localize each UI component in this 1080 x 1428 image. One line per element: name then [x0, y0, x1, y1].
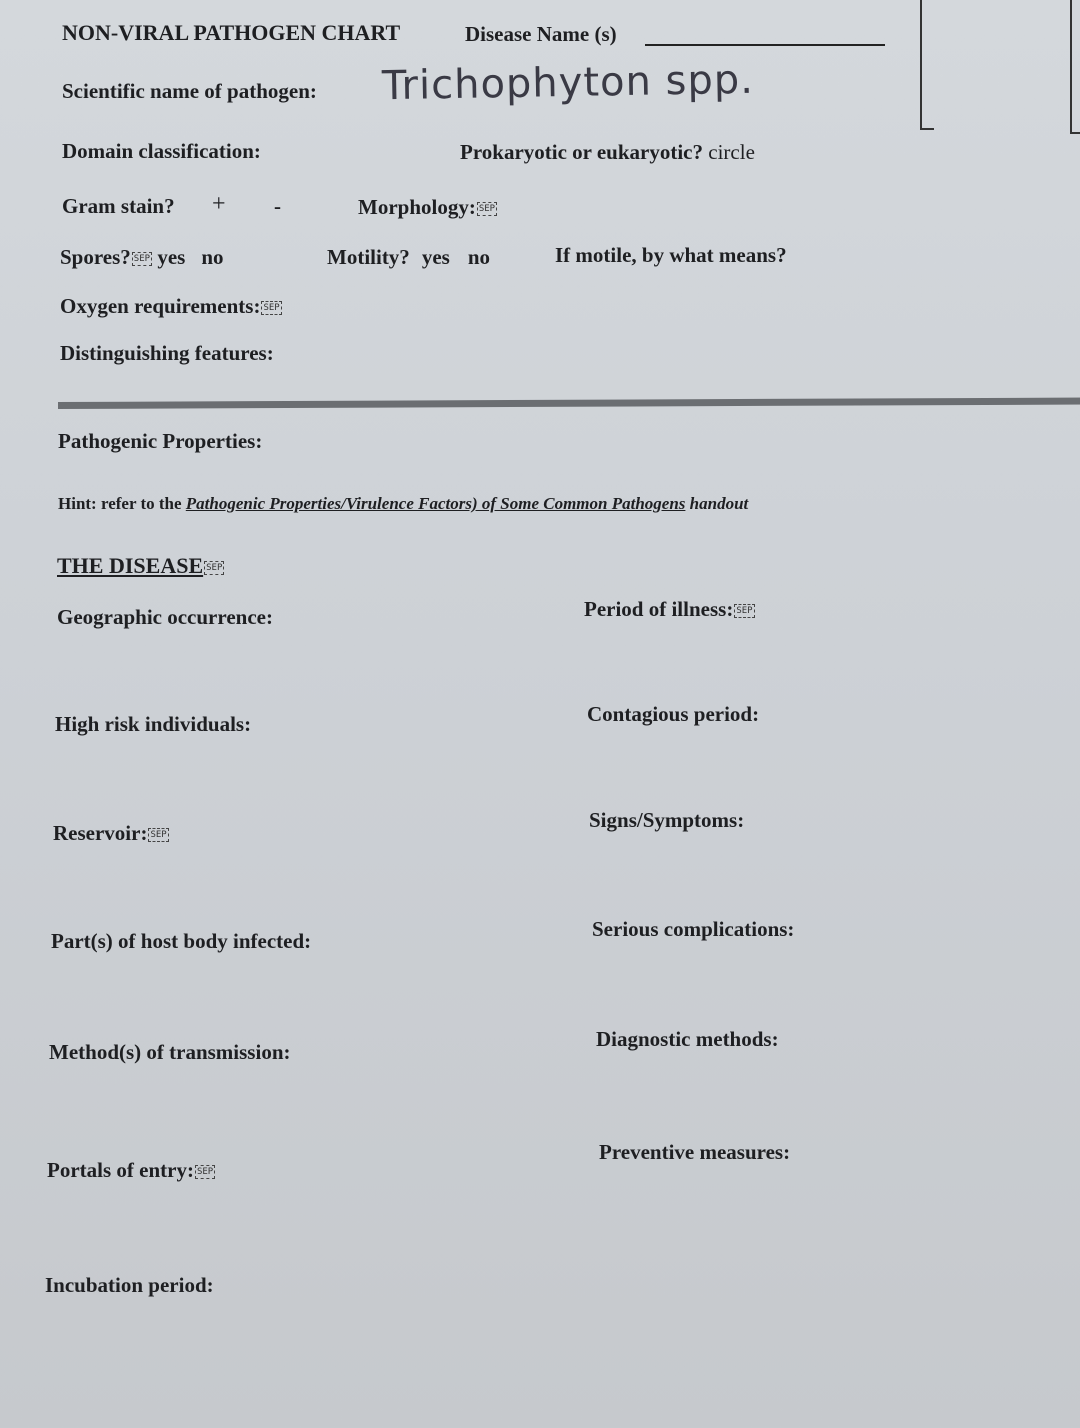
oxygen-label: Oxygen requirements: — [60, 294, 261, 318]
preventive-measures-label: Preventive measures: — [599, 1140, 791, 1164]
hint-handout-title: Pathogenic Properties/Virulence Factors) of Some Common Pathogens — [185, 494, 686, 513]
gram-minus-option[interactable]: - — [274, 194, 281, 218]
spores-yes-option[interactable]: yes — [157, 245, 186, 269]
sep-glyph: SEP — [150, 830, 167, 841]
gram-stain-label: Gram stain? — [62, 194, 175, 218]
section-divider — [58, 398, 1080, 409]
contagious-period-label: Contagious period: — [587, 702, 760, 726]
morphology-label: Morphology: — [358, 195, 476, 219]
hint-line — [58, 494, 748, 514]
sep-glyph: SEP — [263, 303, 280, 314]
motile-means-label: If motile, by what means? — [555, 243, 787, 267]
sep-glyph: SEP — [478, 204, 496, 215]
period-of-illness-field — [584, 597, 755, 622]
geographic-occurrence-label: Geographic occurrence: — [57, 605, 273, 629]
distinguishing-features-label: Distinguishing features: — [60, 341, 274, 365]
sep-glyph: SEP — [196, 1167, 214, 1178]
spores-label: Spores? — [60, 245, 131, 269]
reservoir-field — [53, 821, 169, 846]
reservoir-label: Reservoir: — [53, 821, 148, 845]
disease-name-label: Disease Name (s) — [465, 22, 617, 46]
motility-label: Motility? — [327, 245, 410, 269]
disease-name-blank[interactable] — [645, 44, 885, 46]
the-disease-label: THE DISEASE — [57, 553, 204, 578]
scientific-name-label: Scientific name of pathogen: — [62, 79, 317, 103]
gram-plus-option[interactable]: + — [212, 191, 226, 217]
portals-of-entry-field — [47, 1158, 215, 1183]
signs-symptoms-label: Signs/Symptoms: — [589, 808, 745, 832]
motility-yes-option[interactable]: yes — [421, 245, 450, 269]
chart-title: NON-VIRAL PATHOGEN CHART — [62, 20, 401, 45]
binder-bracket-right — [1070, 0, 1080, 134]
incubation-period-label: Incubation period: — [45, 1273, 214, 1297]
pro-euk-instruction: circle — [708, 140, 755, 164]
sep-glyph: SEP — [133, 254, 151, 265]
morphology-field — [358, 195, 497, 220]
transmission-methods-label: Method(s) of transmission: — [49, 1040, 291, 1064]
diagnostic-methods-label: Diagnostic methods: — [596, 1027, 779, 1051]
scientific-name-handwritten[interactable]: Trichophyton spp. — [381, 56, 755, 110]
sep-glyph: SEP — [736, 606, 753, 617]
pro-euk-label: Prokaryotic or eukaryotic? — [460, 140, 704, 164]
period-of-illness-label: Period of illness: — [584, 597, 734, 621]
serious-complications-label: Serious complications: — [592, 917, 795, 941]
the-disease-heading — [57, 553, 224, 579]
spores-no-option[interactable]: no — [201, 245, 224, 269]
host-body-infected-label: Part(s) of host body infected: — [51, 929, 312, 953]
pathogenic-properties-heading: Pathogenic Properties: — [58, 429, 263, 453]
oxygen-field — [60, 294, 282, 319]
prokaryotic-eukaryotic-question — [460, 140, 755, 165]
portals-of-entry-label: Portals of entry: — [47, 1158, 194, 1182]
hint-suffix: handout — [689, 494, 749, 513]
high-risk-individuals-label: High risk individuals: — [55, 712, 252, 736]
binder-bracket-left — [920, 0, 934, 130]
motility-field — [327, 245, 490, 270]
hint-prefix: Hint: refer to the — [58, 494, 182, 513]
domain-classification-label: Domain classification: — [62, 139, 261, 163]
sep-glyph: SEP — [206, 562, 223, 573]
motility-no-option[interactable]: no — [467, 245, 490, 269]
spores-field — [60, 245, 224, 270]
